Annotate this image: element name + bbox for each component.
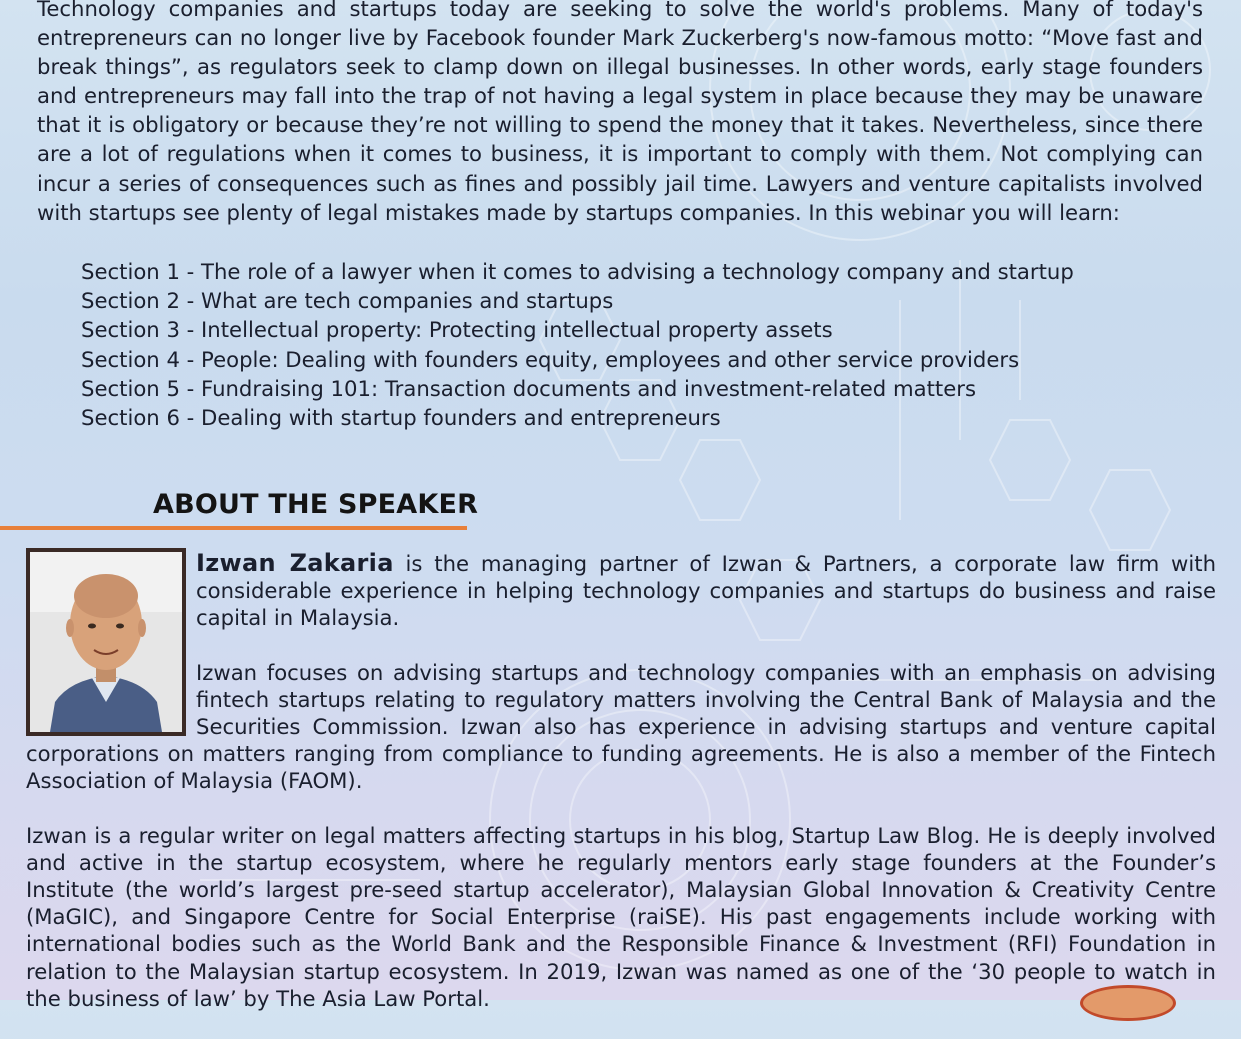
section-item: Section 1 - The role of a lawyer when it comes to advising a technology company and startup xyxy=(81,259,1074,284)
section-item: Section 5 - Fundraising 101: Transaction documents and investment-related matters xyxy=(81,375,977,401)
section-item: Section 2 - What are tech companies and startups xyxy=(81,288,614,314)
section-item: Section 3 - Intellectual property: Protecting intellectual property assets xyxy=(81,317,833,343)
corner-logo-icon xyxy=(1080,985,1176,1021)
section-list xyxy=(81,257,1074,432)
speaker-bio xyxy=(26,550,1216,1039)
speaker-heading: ABOUT THE SPEAKER xyxy=(153,489,479,520)
heading-underline xyxy=(0,526,467,530)
intro-paragraph: Technology companies and startups today are seeking to solve the world's problems. Many of today's entrepreneurs can no longer live by Facebook founder Mark Zuckerberg's now-famous motto: “Move fast and break things”, as regulators seek to clamp down on illegal businesses. In other words, early stage founders and entrepreneurs may fall into the trap of not having a legal system in place because they may be unaware that it is obligatory or because they’re not willing to spend the money that it takes. Nevertheless, since there are a lot of regulations when it comes to business, it is important to comply with them. Not complying can incur a series of consequences such as fines and possibly jail time. Lawyers and venture capitalists involved with startups see plenty of legal mistakes made by startups companies. In this webinar you will learn: xyxy=(37,0,1203,225)
photo-spacer xyxy=(26,550,196,740)
speaker-name: Izwan Zakaria xyxy=(196,549,394,577)
bio-paragraph: Izwan is a regular writer on legal matters affecting startups in his blog, Startup Law Blog. He is deeply involved and active in the startup ecosystem, where he regularly mentors early stage founders at the Founder’s Institute (the world’s largest pre-seed startup accelerator), Malaysian Global Innovation & Creativity Centre (MaGIC), and Singapore Centre for Social Enterprise (raiSE). His past engagements include working with international bodies such as the World Bank and the Responsible Finance & Investment (RFI) Foundation in relation to the Malaysian startup ecosystem. In 2019, Izwan was named as one of the ‘30 people to watch in the business of law’ by The Asia Law Portal. xyxy=(26,822,1216,1011)
bio-paragraph: Izwan focuses on advising startups and technology companies with an emphasis on advising fintech startups relating to regulatory matters involving the Central Bank of Malaysia and the Securities Commission. Izwan also has experience in advising startups and venture capital corporations on matters ranging from compliance to funding agreements. He is also a member of the Fintech Association of Malaysia (FAOM). xyxy=(26,659,1216,794)
section-item: Section 6 - Dealing with startup founders and entrepreneurs xyxy=(81,405,721,431)
bio-text: is the managing partner of Izwan & Partners, a corporate law firm with considerable experience in helping technology companies and startups do business and raise capital in Malaysia. xyxy=(196,551,1217,631)
bio-paragraph xyxy=(26,550,1216,632)
section-item: Section 4 - People: Dealing with founders equity, employees and other service providers xyxy=(81,346,1020,372)
